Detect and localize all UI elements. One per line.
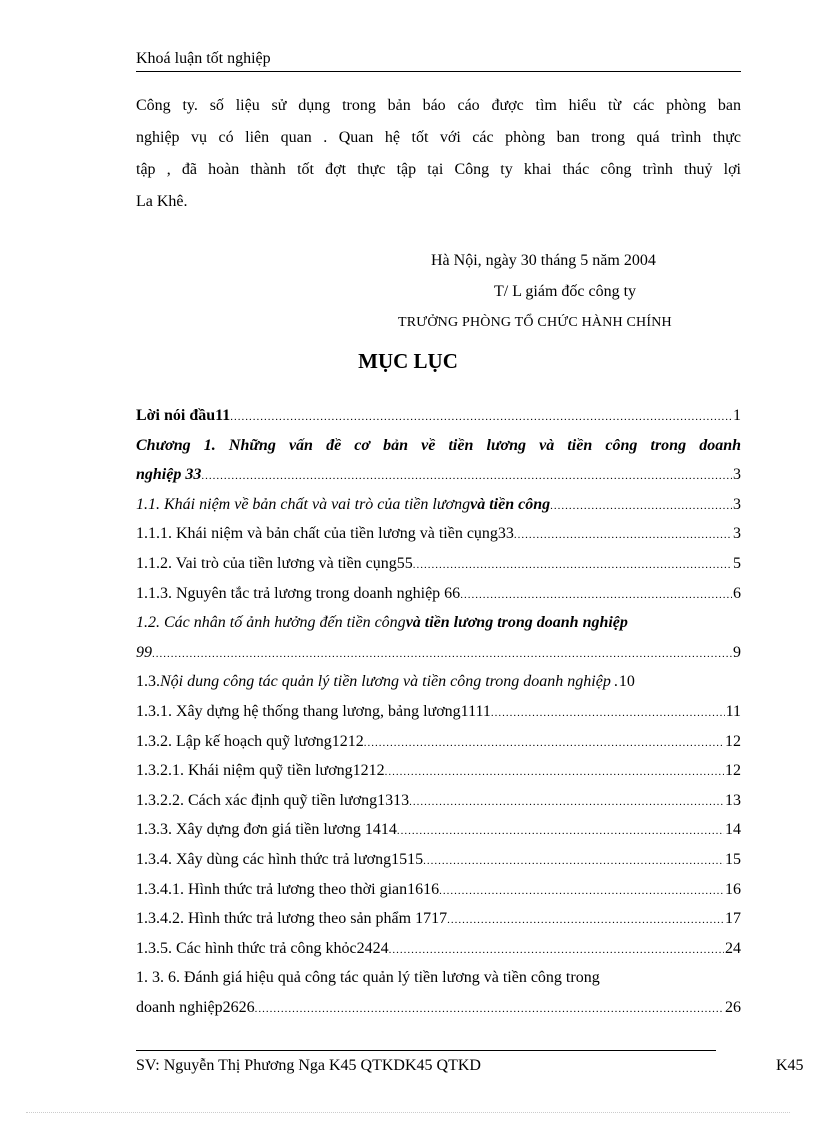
intro-paragraph: [136, 90, 741, 218]
toc-title: MỤC LỤC: [358, 349, 458, 373]
header-rule: [136, 71, 741, 72]
toc-entry-page: 3: [733, 466, 741, 484]
toc-leader: [255, 995, 724, 1023]
toc-entry-text: Nội dung công tác quản lý tiền lương và tiền công trong doanh nghiệp: [160, 673, 611, 691]
page-header: Khoá luận tốt nghiệp: [136, 50, 271, 67]
signature-place-date: Hà Nội, ngày 30 tháng 5 năm 2004: [431, 252, 656, 269]
toc-leader: [460, 581, 732, 609]
toc-entry-text: 1.3.2.1. Khái niệm quỹ tiền lương1212: [136, 762, 385, 780]
toc-entry[interactable]: [136, 786, 741, 816]
toc-entry[interactable]: [136, 490, 741, 520]
toc-leader: [491, 699, 725, 727]
toc-entry[interactable]: [136, 815, 741, 845]
toc-leader: [514, 521, 732, 549]
toc-entry[interactable]: [136, 579, 741, 609]
toc-entry[interactable]: [136, 875, 741, 905]
toc-entry-text: 1.1.2. Vai trò của tiền lương và tiền cụng55: [136, 554, 413, 572]
toc-entry-text: 1.3.2. Lập kế hoạch quỹ lương1212: [136, 732, 364, 750]
toc-entry-number: 1.3.: [136, 673, 160, 691]
toc-entry-text: 1.3.1. Xây dựng hệ thống thang lương, bảng lương1111: [136, 702, 491, 720]
toc-entry-text-bold: và tiền lương trong doanh nghiệp: [405, 614, 628, 632]
toc-entry-text-bold: và tiền công: [470, 495, 551, 513]
toc-entry[interactable]: [136, 401, 741, 431]
toc-entry-text: Lời nói đầu11: [136, 407, 231, 424]
toc-entry-page: 13: [725, 791, 741, 809]
toc-entry-continued[interactable]: [136, 638, 741, 668]
toc-entry-page: 11: [725, 702, 741, 720]
toc-entry-page: 16: [725, 880, 741, 898]
intro-line: tập , đã hoàn thành tốt đợt thực tập tại Công ty khai thác công trình thuỷ lợi: [136, 161, 741, 178]
toc-leader: [409, 788, 724, 816]
toc-entry-text: 1.1.1. Khái niệm và bản chất của tiền lương và tiền cụng33: [136, 525, 514, 543]
toc-entry-page: 5: [733, 554, 741, 572]
toc-leader: [230, 403, 732, 431]
toc-entry[interactable]: [136, 727, 741, 757]
toc-entry[interactable]: [136, 934, 741, 964]
toc-entry-page: 26: [725, 998, 741, 1016]
intro-line: Công ty. số liệu sử dụng trong bản báo cáo được tìm hiểu từ các phòng ban: [136, 97, 741, 114]
toc-leader: [447, 906, 724, 934]
toc-entry-page: 24: [725, 939, 741, 957]
toc-entry[interactable]: [136, 431, 741, 461]
toc-entry-text: Chương 1. Những vấn đề cơ bản về tiền lương và tiền công trong doanh: [136, 436, 741, 454]
toc-entry-page: 17: [725, 910, 741, 928]
toc-entry-text: 1.3.4.1. Hình thức trả lương theo thời gian1616: [136, 880, 440, 898]
table-of-contents: [136, 401, 741, 1022]
intro-line: nghiệp vụ có liên quan . Quan hệ tốt với các phòng ban trong quá trình thực: [136, 129, 741, 146]
toc-leader: [397, 817, 724, 845]
toc-entry-text: 1.2. Các nhân tố ảnh hưởng đến tiền công: [136, 614, 406, 632]
toc-entry-text: 99: [136, 643, 152, 661]
toc-entry-page: 6: [733, 584, 741, 602]
toc-entry-page: 12: [725, 732, 741, 750]
toc-entry-page: 12: [725, 762, 741, 780]
page-bottom-border: [26, 1112, 790, 1113]
toc-entry-page: 15: [725, 850, 741, 868]
toc-entry-continued[interactable]: [136, 460, 741, 490]
toc-entry[interactable]: [136, 904, 741, 934]
toc-leader: [413, 551, 732, 579]
toc-entry[interactable]: [136, 845, 741, 875]
footer-author: SV: Nguyễn Thị Phương Nga K45 QTKDK45 QTKD: [136, 1057, 481, 1074]
toc-entry[interactable]: [136, 549, 741, 579]
toc-entry-page: 9: [733, 643, 741, 661]
toc-entry-page: 3: [733, 495, 741, 513]
toc-leader: [439, 877, 724, 905]
toc-leader: [364, 729, 724, 757]
toc-entry-text: doanh nghiệp2626: [136, 998, 255, 1016]
toc-leader: [423, 847, 724, 875]
toc-entry[interactable]: [136, 963, 741, 993]
toc-entry[interactable]: [136, 667, 741, 697]
toc-entry-text: nghiệp 33: [136, 466, 202, 484]
toc-entry[interactable]: [136, 608, 741, 638]
toc-entry-text: 1.3.5. Các hình thức trả công khỏc2424: [136, 939, 389, 957]
toc-entry-text: 1. 3. 6. Đánh giá hiệu quả công tác quản lý tiền lương và tiền công trong: [136, 969, 600, 987]
footer-rule: [136, 1050, 716, 1051]
toc-entry[interactable]: [136, 756, 741, 786]
toc-entry[interactable]: [136, 519, 741, 549]
toc-entry-text: 1.1.3. Nguyên tắc trả lương trong doanh nghiệp 66: [136, 584, 461, 602]
signature-department: TRƯỞNG PHÒNG TỔ CHỨC HÀNH CHÍNH: [398, 315, 672, 330]
signature-role: T/ L giám đốc công ty: [494, 283, 637, 300]
toc-leader: [385, 758, 724, 786]
toc-entry-page-inline-dot: .: [613, 673, 618, 691]
toc-leader: [152, 640, 732, 668]
toc-entry-text: 1.3.4. Xây dùng các hình thức trả lương1515: [136, 850, 424, 868]
toc-entry-text: 1.1. Khái niệm về bản chất và vai trò của tiền lương: [136, 495, 471, 513]
toc-entry[interactable]: [136, 697, 741, 727]
footer-class: K45: [776, 1057, 804, 1074]
toc-entry-continued[interactable]: [136, 993, 741, 1023]
toc-entry-page: 14: [725, 821, 741, 839]
toc-entry-text: 1.3.3. Xây dựng đơn giá tiền lương 1414: [136, 821, 397, 839]
intro-line: La Khê.: [136, 193, 188, 210]
toc-leader: [389, 936, 724, 964]
toc-entry-text: 1.3.2.2. Cách xác định quỹ tiền lương1313: [136, 791, 410, 809]
toc-entry-page: 3: [733, 525, 741, 543]
toc-leader: [550, 492, 732, 520]
toc-leader: [201, 462, 732, 490]
toc-entry-page: 10: [618, 673, 635, 691]
toc-entry-text: 1.3.4.2. Hình thức trả lương theo sản phẩm 1717: [136, 910, 448, 928]
toc-entry-page: 1: [733, 407, 741, 424]
